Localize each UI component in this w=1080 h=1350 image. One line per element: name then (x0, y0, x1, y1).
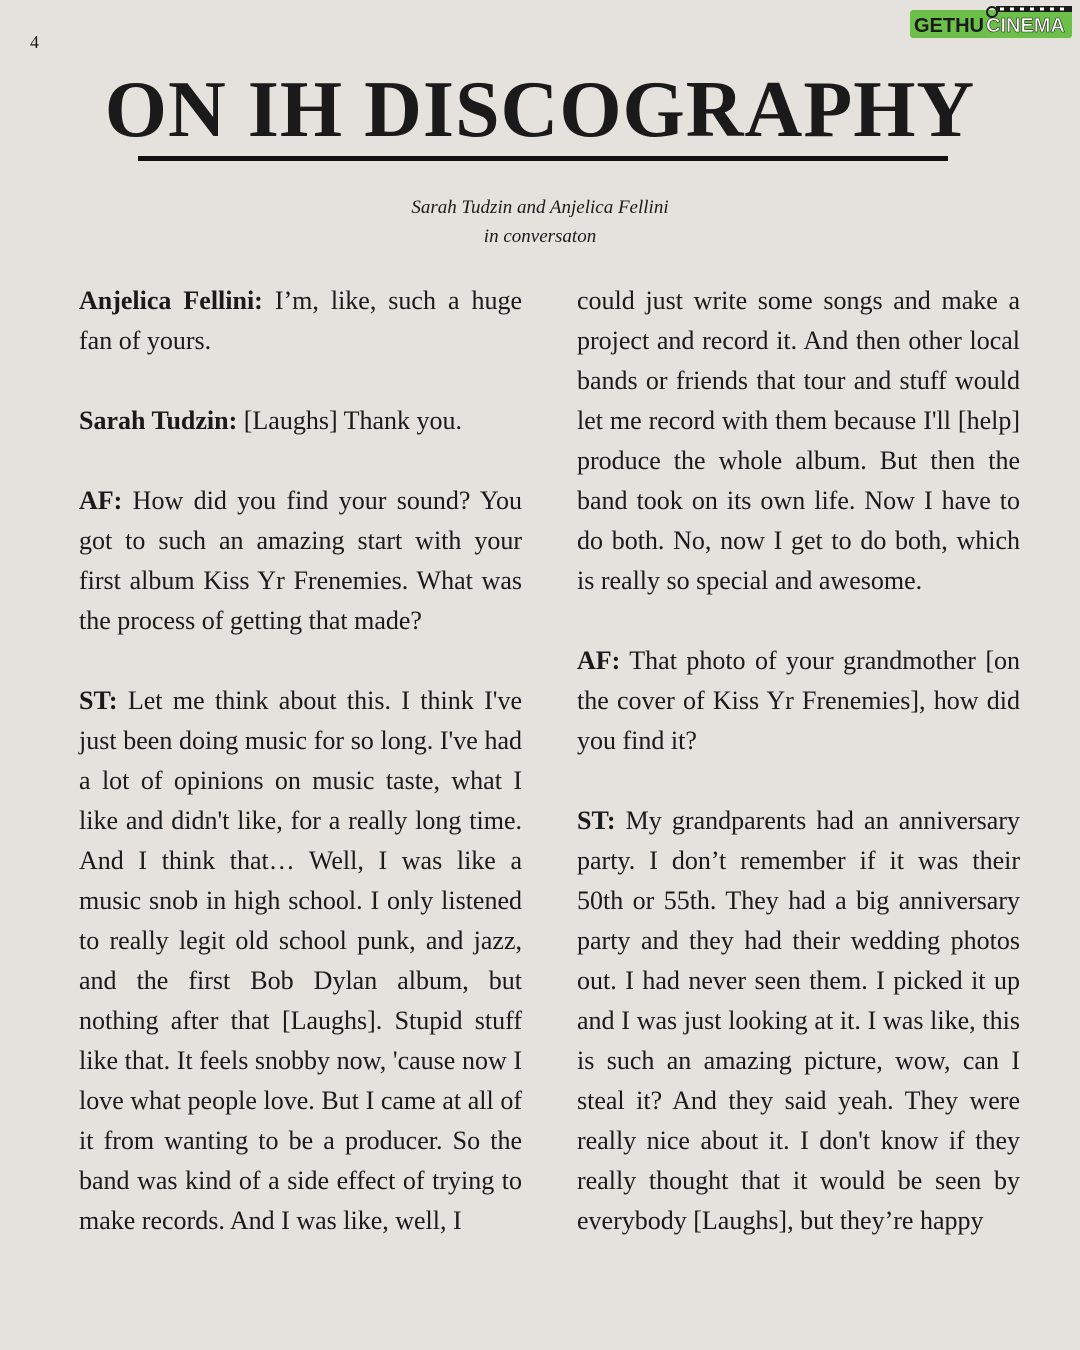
paragraph-text: Let me think about this. I think I've just been doing music for so long. I've had a lot of opinions on music taste, what I like and didn't like, for a really long time. And I think that… Well, I was like a music snob in high school. I only listened to really legit old school punk, and jazz, and the first Bob Dylan album, but nothing after that [Laughs]. Stupid stuff like that. It feels snobby now, 'cause now I love what people love. But I came at all of it from wanting to be a producer. So the band was kind of a side effect of trying to make records. And I was like, well, I (79, 686, 522, 1235)
paragraph-text: I’m, like, such a huge fan of yours. (79, 286, 523, 355)
logo-text-left: GETHU (914, 15, 984, 37)
speaker-label: Sarah Tudzin: (79, 406, 238, 435)
byline-authors: Sarah Tudzin and Anjelica Fellini (411, 197, 669, 218)
paragraph-text: How did you find your sound? You got to such an amazing start with your first album Kiss Yr Frenemies. What was the process of getting that made? (79, 486, 522, 635)
paragraph (577, 281, 1020, 601)
byline-subtitle: in conversaton (483, 226, 597, 247)
paragraph-text: That photo of your grandmother [on the cover of Kiss Yr Frenemies], how did you find it? (577, 646, 1020, 755)
speaker-label: AF: (577, 646, 621, 675)
right-column (577, 281, 1020, 1281)
paragraph (79, 681, 522, 1241)
byline (0, 193, 1080, 251)
paragraph (79, 401, 522, 441)
paragraph-text: could just write some songs and make a project and record it. And then other local bands or friends that tour and stuff would let me record with them because I'll [help] produce the whole album. But then the band took on its own life. Now I have to do both. No, now I get to do both, which is really so special and awesome. (577, 286, 1020, 595)
paragraph (577, 801, 1020, 1241)
speaker-label: ST: (79, 686, 118, 715)
paragraph (577, 641, 1020, 761)
speaker-label: Anjelica Fellini: (79, 286, 263, 315)
speaker-label: ST: (577, 806, 616, 835)
gethu-cinema-logo (910, 6, 1072, 40)
logo-text-right: CINEMA (986, 15, 1065, 37)
page-title: ON IH DISCOGRAPHY (104, 66, 976, 154)
paragraph-text: My grandparents had an anniversary party. I don’t remember if it was their 50th or 55th. They had a big anniversary party and they had their wedding photos out. I had never seen them. I picked it up and I was just looking at it. I was like, this is such an amazing picture, wow, can I steal it? And they said yeah. They were really nice about it. I don't know if they really thought that it would be seen by everybody [Laughs], but they’re happy (577, 806, 1020, 1235)
paragraph-text: [Laughs] Thank you. (237, 406, 463, 435)
page-number: 4 (30, 32, 39, 52)
paragraph (79, 481, 522, 641)
speaker-label: AF: (79, 486, 123, 515)
left-column (79, 281, 522, 1281)
title-divider (138, 156, 948, 161)
paragraph (79, 281, 522, 361)
